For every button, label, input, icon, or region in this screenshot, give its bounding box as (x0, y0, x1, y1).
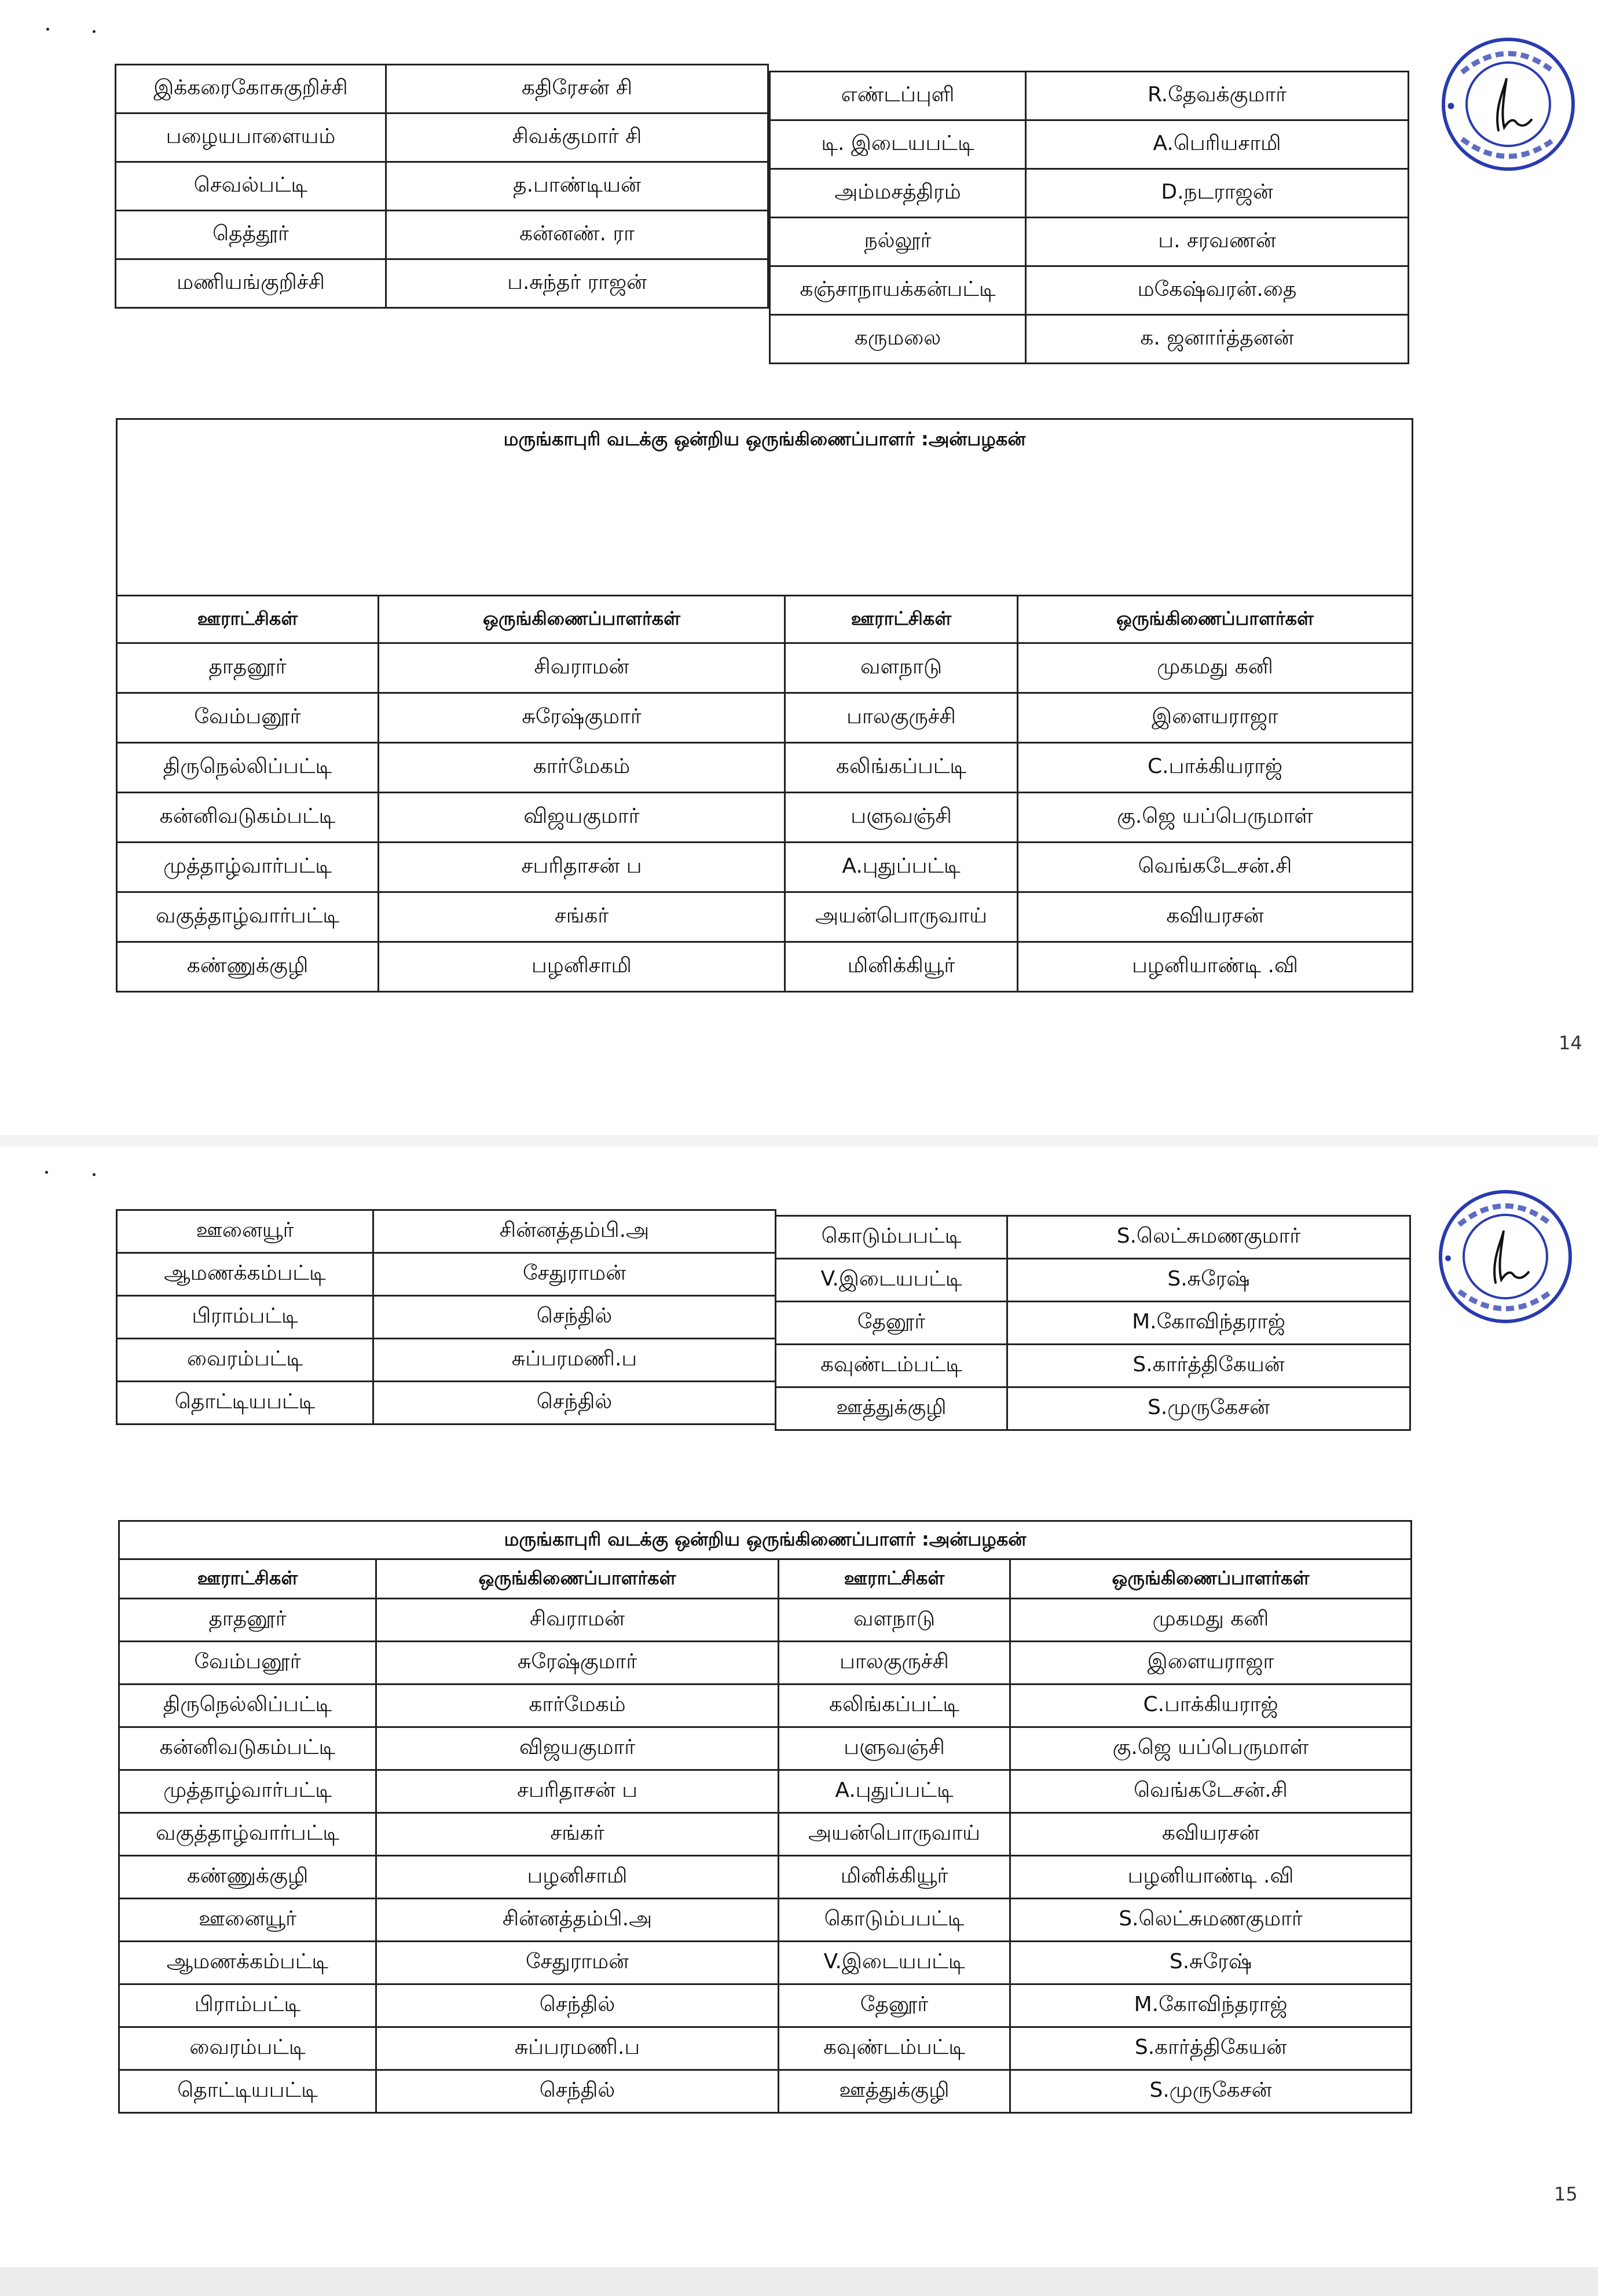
coordinator-cell: S.கார்த்திகேயன் (1007, 1345, 1410, 1387)
coordinator-cell: செந்தில் (373, 1296, 776, 1339)
table-row (119, 2070, 1412, 2113)
coordinator-cell: விஜயகுமார் (376, 1727, 779, 1770)
village-cell: தொட்டியபட்டி (117, 1382, 373, 1425)
table-row (119, 1685, 1412, 1727)
coordinator-cell: பழனியாண்டி .வி (1010, 1856, 1412, 1899)
column-header-village: ஊராட்சிகள் (785, 596, 1018, 643)
coordinator-cell: கன்னண். ரா (386, 211, 768, 259)
village-cell: எண்டப்புளி (770, 72, 1026, 120)
village-cell: கன்னிவடுகம்பட்டி (119, 1727, 376, 1770)
coordinator-cell: கு.ஜெ யப்பெருமாள் (1010, 1727, 1412, 1770)
table-row (119, 1813, 1412, 1856)
table-row (116, 113, 768, 162)
table-row (770, 266, 1409, 315)
village-cell: தாதனூர் (117, 643, 379, 693)
village-cell: கவுண்டம்பட்டி (779, 2027, 1010, 2070)
village-cell: கண்ணுக்குழி (119, 1856, 376, 1899)
party-seal-stamp (1436, 32, 1581, 177)
coordinator-cell: த.பாண்டியன் (386, 162, 768, 211)
coordinator-cell: சிவக்குமார் சி (386, 113, 768, 162)
coordinator-cell: சங்கர் (376, 1813, 779, 1856)
village-cell: மணியங்குறிச்சி (116, 259, 386, 308)
village-cell: அயன்பொருவாய் (785, 892, 1018, 942)
table-row (117, 892, 1413, 942)
coordinator-cell: சின்னத்தம்பி.அ (376, 1899, 779, 1942)
table-row (776, 1259, 1410, 1302)
village-cell: தேனூர் (776, 1302, 1007, 1345)
table-row (117, 643, 1413, 693)
coordinator-cell: சபரிதாசன் ப (379, 843, 785, 892)
column-header-coordinator: ஒருங்கிணைப்பாளர்கள் (1010, 1559, 1412, 1599)
village-cell: ஊனையூர் (117, 1210, 373, 1253)
village-cell: கருமலை (770, 315, 1026, 364)
coordinator-cell: சேதுராமன் (373, 1253, 776, 1296)
page14-top-left-table (115, 64, 769, 309)
coordinator-cell: சுப்பரமணி.ப (373, 1339, 776, 1382)
coordinator-cell: வெங்கடேசன்.சி (1010, 1770, 1412, 1813)
document-page-15 (0, 1147, 1598, 2267)
coordinator-cell: கார்மேகம் (376, 1685, 779, 1727)
column-header-coordinator: ஒருங்கிணைப்பாளர்கள் (376, 1559, 779, 1599)
coordinator-cell: செந்தில் (373, 1382, 776, 1425)
table-row (119, 1856, 1412, 1899)
seal-ink (1441, 1192, 1570, 1321)
village-cell: கொடும்பபட்டி (776, 1216, 1007, 1259)
coordinator-cell: சின்னத்தம்பி.அ (373, 1210, 776, 1253)
page14-top-right-table (769, 71, 1409, 364)
column-header-village: ஊராட்சிகள் (117, 596, 379, 643)
village-cell: தேனூர் (779, 1984, 1010, 2027)
coordinator-cell: செந்தில் (376, 1984, 779, 2027)
village-cell: செவல்பட்டி (116, 162, 386, 211)
village-cell: முத்தாழ்வார்பட்டி (119, 1770, 376, 1813)
village-cell: வேம்பனூர் (119, 1642, 376, 1685)
table-row (117, 693, 1413, 743)
coordinator-cell: S.முருகேசன் (1010, 2070, 1412, 2113)
coordinator-cell: R.தேவக்குமார் (1026, 72, 1409, 120)
coordinator-cell: கதிரேசன் சி (386, 65, 768, 113)
village-cell: திருநெல்லிப்பட்டி (117, 743, 379, 793)
village-cell: A.புதுப்பட்டி (779, 1770, 1010, 1813)
coordinator-cell: A.பெரியசாமி (1026, 120, 1409, 169)
village-cell: ஊத்துக்குழி (776, 1387, 1007, 1430)
village-cell: பிராம்பட்டி (117, 1296, 373, 1339)
coordinator-cell: S.முருகேசன் (1007, 1387, 1410, 1430)
coordinator-cell: சேதுராமன் (376, 1942, 779, 1984)
scan-speck (93, 1173, 96, 1176)
coordinator-cell: இளையராஜா (1018, 693, 1413, 743)
village-cell: கலிங்கப்பட்டி (785, 743, 1018, 793)
page-number: 15 (1554, 2183, 1578, 2205)
coordinator-cell: க. ஜனார்த்தனன் (1026, 315, 1409, 364)
village-cell: தொட்டியபட்டி (119, 2070, 376, 2113)
coordinator-cell: சிவராமன் (379, 643, 785, 693)
coordinator-cell: சுரேஷ்குமார் (376, 1642, 779, 1685)
coordinator-cell: செந்தில் (376, 2070, 779, 2113)
coordinator-cell: S.லெட்சுமணகுமார் (1010, 1899, 1412, 1942)
village-cell: வளநாடு (779, 1599, 1010, 1642)
page-number: 14 (1559, 1032, 1582, 1054)
table-row (119, 2027, 1412, 2070)
coordinator-cell: ப.சுந்தர் ராஜன் (386, 259, 768, 308)
village-cell: நல்லூர் (770, 218, 1026, 266)
coordinator-cell: சபரிதாசன் ப (376, 1770, 779, 1813)
table-row (776, 1302, 1410, 1345)
village-cell: முத்தாழ்வார்பட்டி (117, 843, 379, 892)
village-cell: பிராம்பட்டி (119, 1984, 376, 2027)
table-title: மருங்காபுரி வடக்கு ஒன்றிய ஒருங்கிணைப்பாளர் :அன்பழகன் (117, 419, 1413, 596)
village-cell: A.புதுப்பட்டி (785, 843, 1018, 892)
table-row (770, 120, 1409, 169)
village-cell: பளுவஞ்சி (779, 1727, 1010, 1770)
coordinator-cell: முகமது கனி (1010, 1599, 1412, 1642)
table-row (116, 259, 768, 308)
coordinator-cell: M.கோவிந்தராஜ் (1007, 1302, 1410, 1345)
coordinator-cell: S.சுரேஷ் (1007, 1259, 1410, 1302)
scan-speck (45, 1171, 48, 1174)
coordinator-cell: C.பாக்கியராஜ் (1018, 743, 1413, 793)
document-page-14 (0, 0, 1598, 1135)
coordinator-cell: இளையராஜா (1010, 1642, 1412, 1685)
page15-top-left-table (116, 1209, 776, 1425)
seal-ink (1443, 39, 1573, 169)
village-cell: பளுவஞ்சி (785, 793, 1018, 843)
village-cell: கொடும்பபட்டி (779, 1899, 1010, 1942)
table-row (119, 1727, 1412, 1770)
village-cell: வகுத்தாழ்வார்பட்டி (117, 892, 379, 942)
coordinator-cell: கவியரசன் (1010, 1813, 1412, 1856)
coordinator-cell: கவியரசன் (1018, 892, 1413, 942)
village-cell: டி. இடையபட்டி (770, 120, 1026, 169)
village-cell: கண்ணுக்குழி (117, 942, 379, 992)
table-row (119, 1599, 1412, 1642)
table-title: மருங்காபுரி வடக்கு ஒன்றிய ஒருங்கிணைப்பாளர் :அன்பழகன் (119, 1521, 1412, 1559)
coordinator-cell: பழனிசாமி (379, 942, 785, 992)
village-cell: திருநெல்லிப்பட்டி (119, 1685, 376, 1727)
village-cell: V.இடையபட்டி (776, 1259, 1007, 1302)
column-header-coordinator: ஒருங்கிணைப்பாளர்கள் (1018, 596, 1413, 643)
coordinator-cell: சங்கர் (379, 892, 785, 942)
village-cell: ஊனையூர் (119, 1899, 376, 1942)
village-cell: மினிக்கியூர் (785, 942, 1018, 992)
coordinator-cell: C.பாக்கியராஜ் (1010, 1685, 1412, 1727)
table-row (776, 1345, 1410, 1387)
coordinator-cell: பழனியாண்டி .வி (1018, 942, 1413, 992)
table-row (116, 162, 768, 211)
table-row (119, 1770, 1412, 1813)
table-row (117, 1296, 776, 1339)
table-row (117, 793, 1413, 843)
coordinator-cell: பழனிசாமி (376, 1856, 779, 1899)
page15-coordinators-table (118, 1520, 1412, 2114)
village-cell: தாதனூர் (119, 1599, 376, 1642)
table-row (770, 218, 1409, 266)
village-cell: தெத்தூர் (116, 211, 386, 259)
column-header-village: ஊராட்சிகள் (119, 1559, 376, 1599)
table-row (119, 1942, 1412, 1984)
table-row (117, 1253, 776, 1296)
village-cell: கன்னிவடுகம்பட்டி (117, 793, 379, 843)
table-row (119, 1984, 1412, 2027)
column-header-coordinator: ஒருங்கிணைப்பாளர்கள் (379, 596, 785, 643)
coordinator-cell: விஜயகுமார் (379, 793, 785, 843)
table-row (117, 1210, 776, 1253)
village-cell: கஞ்சாநாயக்கன்பட்டி (770, 266, 1026, 315)
table-row (776, 1387, 1410, 1430)
village-cell: பாலகுருச்சி (779, 1642, 1010, 1685)
village-cell: ஆமணக்கம்பட்டி (119, 1942, 376, 1984)
scan-bottom-margin (0, 2267, 1598, 2296)
village-cell: V.இடையபட்டி (779, 1942, 1010, 1984)
village-cell: வைரம்பட்டி (119, 2027, 376, 2070)
village-cell: அம்மசத்திரம் (770, 169, 1026, 218)
table-row (117, 743, 1413, 793)
table-row (119, 1642, 1412, 1685)
table-row (770, 169, 1409, 218)
village-cell: வளநாடு (785, 643, 1018, 693)
page15-top-right-table (775, 1215, 1411, 1431)
coordinator-cell: கு.ஜெ யப்பெருமாள் (1018, 793, 1413, 843)
coordinator-cell: சுப்பரமணி.ப (376, 2027, 779, 2070)
village-cell: மினிக்கியூர் (779, 1856, 1010, 1899)
table-row (117, 1339, 776, 1382)
village-cell: கவுண்டம்பட்டி (776, 1345, 1007, 1387)
coordinator-cell: வெங்கடேசன்.சி (1018, 843, 1413, 892)
table-row (119, 1899, 1412, 1942)
village-cell: அயன்பொருவாய் (779, 1813, 1010, 1856)
table-row (116, 65, 768, 113)
table-row (770, 72, 1409, 120)
party-seal-stamp (1433, 1184, 1578, 1329)
column-header-village: ஊராட்சிகள் (779, 1559, 1010, 1599)
village-cell: ஆமணக்கம்பட்டி (117, 1253, 373, 1296)
coordinator-cell: மகேஷ்வரன்.தை (1026, 266, 1409, 315)
coordinator-cell: ப. சரவணன் (1026, 218, 1409, 266)
village-cell: இக்கரைகோசுகுறிச்சி (116, 65, 386, 113)
page-separator (0, 1135, 1598, 1147)
coordinator-cell: கார்மேகம் (379, 743, 785, 793)
page14-coordinators-table (116, 418, 1413, 993)
coordinator-cell: S.சுரேஷ் (1010, 1942, 1412, 1984)
table-row (117, 843, 1413, 892)
village-cell: வேம்பனூர் (117, 693, 379, 743)
table-row (776, 1216, 1410, 1259)
coordinator-cell: D.நடராஜன் (1026, 169, 1409, 218)
coordinator-cell: சுரேஷ்குமார் (379, 693, 785, 743)
table-row (116, 211, 768, 259)
coordinator-cell: S.கார்த்திகேயன் (1010, 2027, 1412, 2070)
coordinator-cell: M.கோவிந்தராஜ் (1010, 1984, 1412, 2027)
village-cell: பழையபாளையம் (116, 113, 386, 162)
coordinator-cell: முகமது கனி (1018, 643, 1413, 693)
table-row (770, 315, 1409, 364)
coordinator-cell: S.லெட்சுமணகுமார் (1007, 1216, 1410, 1259)
village-cell: கலிங்கப்பட்டி (779, 1685, 1010, 1727)
village-cell: ஊத்துக்குழி (779, 2070, 1010, 2113)
coordinator-cell: சிவராமன் (376, 1599, 779, 1642)
village-cell: பாலகுருச்சி (785, 693, 1018, 743)
table-row (117, 942, 1413, 992)
scan-speck (93, 30, 96, 33)
village-cell: வகுத்தாழ்வார்பட்டி (119, 1813, 376, 1856)
scan-speck (46, 28, 49, 31)
village-cell: வைரம்பட்டி (117, 1339, 373, 1382)
table-row (117, 1382, 776, 1425)
